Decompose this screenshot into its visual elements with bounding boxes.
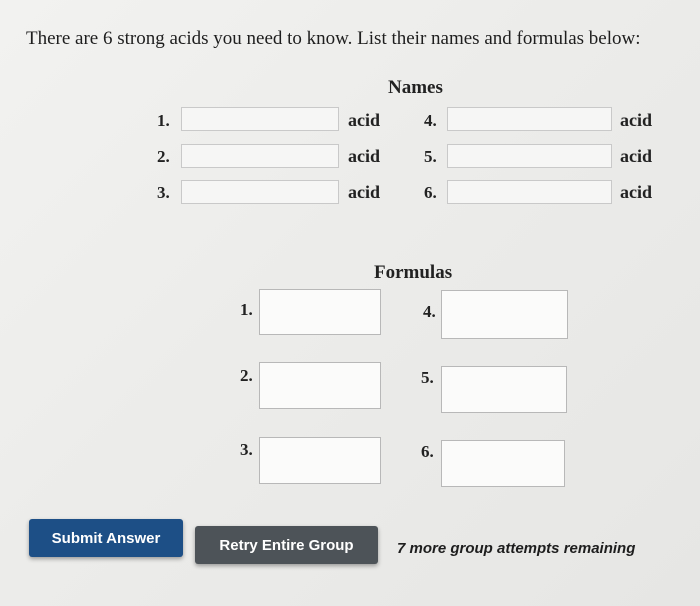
formula-input-5[interactable] (441, 366, 567, 413)
name-row-6-number: 6. (424, 183, 437, 202)
name-row-6-suffix: acid (620, 182, 653, 202)
name-row-1-number: 1. (157, 111, 170, 130)
name-row-2-number: 2. (157, 147, 170, 166)
name-input-5[interactable] (447, 144, 612, 168)
name-row-4-number: 4. (424, 111, 437, 130)
name-input-2[interactable] (181, 144, 339, 168)
name-row-1-suffix: acid (348, 110, 381, 130)
formula-input-4[interactable] (441, 290, 568, 339)
names-heading: Names (388, 77, 443, 98)
name-input-1[interactable] (181, 107, 339, 131)
name-row-2-suffix: acid (348, 146, 381, 166)
formula-row-6-number: 6. (421, 442, 434, 461)
formula-input-2[interactable] (259, 362, 381, 409)
formula-row-5-number: 5. (421, 368, 434, 387)
formula-row-3-number: 3. (240, 440, 253, 459)
retry-entire-group-button[interactable]: Retry Entire Group (195, 526, 378, 564)
name-input-4[interactable] (447, 107, 612, 131)
formula-input-1[interactable] (259, 289, 381, 335)
name-row-3-number: 3. (157, 183, 170, 202)
name-row-5-number: 5. (424, 147, 437, 166)
name-row-4-suffix: acid (620, 110, 653, 130)
formula-row-1-number: 1. (240, 300, 253, 319)
attempts-remaining-text: 7 more group attempts remaining (397, 540, 636, 557)
formulas-heading: Formulas (374, 262, 453, 283)
question-prompt: There are 6 strong acids you need to know. List their names and formulas below: (26, 28, 641, 49)
name-row-3-suffix: acid (348, 182, 381, 202)
name-input-3[interactable] (181, 180, 339, 204)
formula-input-3[interactable] (259, 437, 381, 484)
name-row-5-suffix: acid (620, 146, 653, 166)
formula-input-6[interactable] (441, 440, 565, 487)
submit-answer-button[interactable]: Submit Answer (29, 519, 183, 557)
formula-row-2-number: 2. (240, 366, 253, 385)
name-input-6[interactable] (447, 180, 612, 204)
formula-row-4-number: 4. (423, 302, 436, 321)
